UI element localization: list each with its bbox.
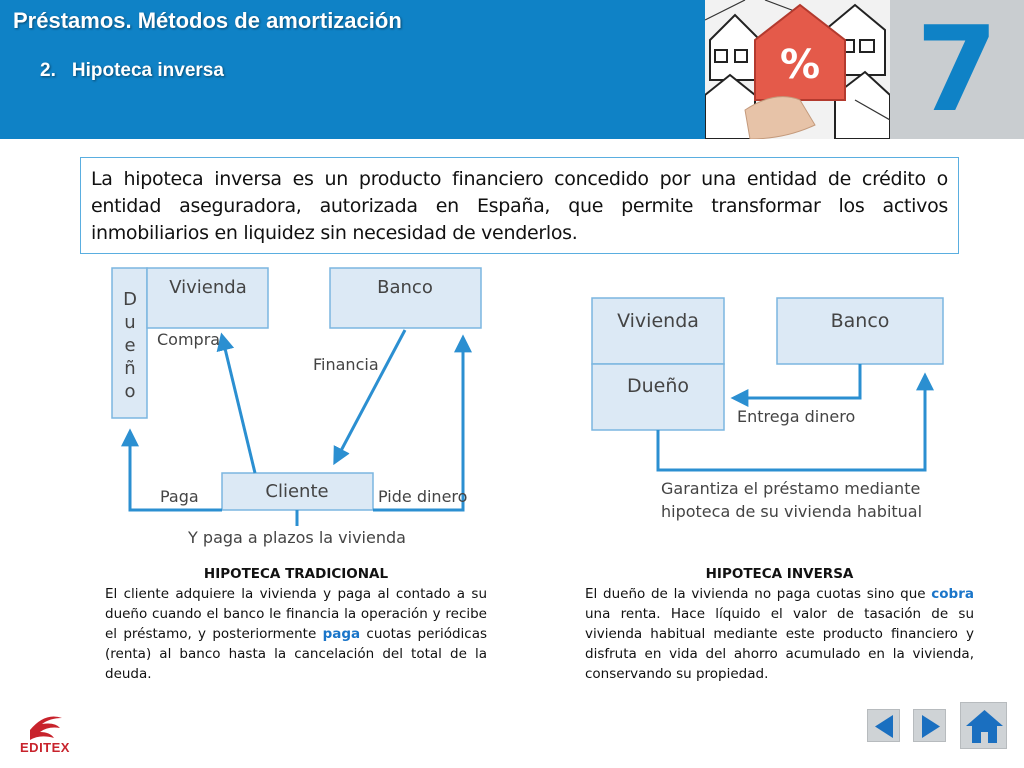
- entrega-dinero-arrow: [734, 364, 860, 398]
- inverse-highlight: cobra: [931, 586, 974, 602]
- inverse-text-before: El dueño de la vivienda no paga cuotas sino que: [585, 586, 932, 602]
- section-title: Hipoteca inversa: [71, 60, 224, 81]
- traditional-highlight: paga: [322, 626, 361, 642]
- inverse-dueno-label: Dueño: [626, 375, 690, 397]
- inverse-text-after: una renta. Hace líquido el valor de tasación de su vivienda habitual mediante este producto financiero y disfruta en vida del ahorro acumulado en la vivienda, conservando su propiedad.: [585, 606, 974, 682]
- inverse-banco-label: Banco: [830, 310, 890, 332]
- compra-arrow: [222, 336, 255, 473]
- owner-letter-n: ñ: [124, 358, 136, 379]
- compra-label: Compra: [157, 330, 221, 349]
- traditional-diagram: [112, 268, 481, 547]
- traditional-text-before: El cliente adquiere la vivienda y paga al contado a su dueño cuando el banco le financia la operación y recibe el préstamo, y posteriormente: [105, 586, 487, 642]
- inverse-heading: HIPOTECA INVERSA: [705, 566, 854, 582]
- traditional-body: [105, 584, 487, 684]
- traditional-text-after: cuotas periódicas (renta) al banco hasta la cancelación del total de la deuda.: [105, 626, 487, 682]
- owner-letter-o: o: [124, 381, 136, 402]
- previous-button[interactable]: [867, 709, 900, 742]
- editex-logo-mark: [10, 712, 80, 742]
- page-title: Préstamos. Métodos de amortización: [13, 8, 402, 33]
- triangle-left-icon: [868, 710, 901, 743]
- financia-arrow: [335, 330, 405, 462]
- paga-label: Paga: [160, 487, 199, 506]
- pide-dinero-label: Pide dinero: [378, 487, 468, 506]
- owner-letter-e: e: [124, 335, 136, 356]
- intro-definition-box: La hipoteca inversa es un producto financiero concedido por una entidad de crédito o entidad aseguradora, autorizada en España, que permite transformar los activos inmobiliarios en liquidez sin necesidad de venderlos.: [80, 157, 959, 254]
- inverse-body: [585, 584, 974, 684]
- paga-plazos-label: Y paga a plazos la vivienda: [188, 528, 406, 547]
- home-button[interactable]: [960, 702, 1007, 749]
- owner-letter-u: u: [124, 312, 136, 333]
- section-number: 2.: [40, 60, 56, 81]
- inverse-explanation: [585, 564, 974, 684]
- chapter-number: 7: [915, 0, 999, 138]
- traditional-explanation: [105, 564, 487, 684]
- entrega-dinero-label: Entrega dinero: [737, 407, 856, 426]
- garantiza-label-1: Garantiza el préstamo mediante: [661, 479, 921, 498]
- traditional-heading: HIPOTECA TRADICIONAL: [203, 566, 389, 582]
- next-button[interactable]: [913, 709, 946, 742]
- inverse-diagram: [592, 298, 943, 521]
- inverse-vivienda-label: Vivienda: [617, 310, 699, 332]
- financia-label: Financia: [313, 355, 379, 374]
- cliente-label: Cliente: [265, 481, 329, 502]
- inverse-dueno-box: [592, 364, 724, 430]
- garantiza-label-2: hipoteca de su vivienda habitual: [661, 502, 923, 521]
- vivienda-label: Vivienda: [169, 277, 247, 298]
- banco-label: Banco: [377, 277, 433, 298]
- editex-logo: [10, 712, 80, 758]
- house-icon: [961, 703, 1008, 750]
- triangle-right-icon: [914, 710, 947, 743]
- svg-text:%: %: [779, 42, 821, 88]
- editex-logo-text: EDITEX: [20, 740, 70, 755]
- owner-letter-d: D: [123, 289, 137, 310]
